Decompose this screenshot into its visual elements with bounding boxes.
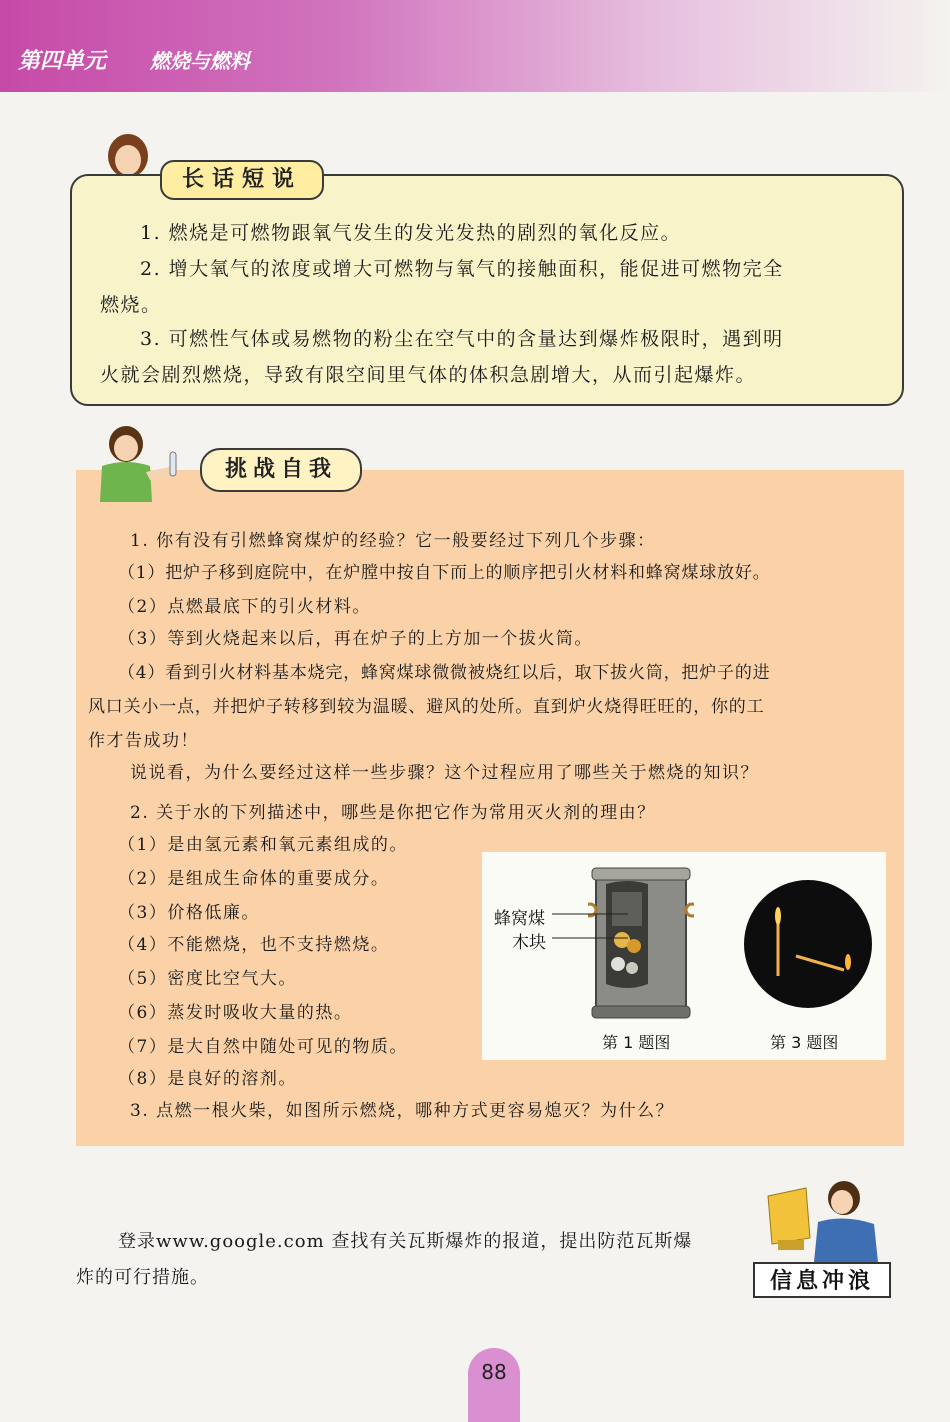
surf-line-2: 炸的可行措施。 [76, 1267, 209, 1288]
challenge-line: （3）等到火烧起来以后，再在炉子的上方加一个拔火筒。 [118, 629, 593, 649]
challenge-line: （4）看到引火材料基本烧完，蜂窝煤球微微被烧红以后，取下拔火筒，把炉子的进 [118, 663, 771, 683]
summary-item-3-cont: 火就会剧烈燃烧，导致有限空间里气体的体积急剧增大，从而引起爆炸。 [100, 364, 757, 386]
challenge-line: （2）是组成生命体的重要成分。 [118, 869, 390, 889]
callout-lines [550, 910, 630, 940]
challenge-line: （6）蒸发时吸收大量的热。 [118, 1003, 353, 1023]
challenge-line: 说说看，为什么要经过这样一些步骤？这个过程应用了哪些关于燃烧的知识？ [130, 763, 759, 783]
challenge-line: （5）密度比空气大。 [118, 969, 297, 989]
label-wood: 木块 [512, 933, 546, 953]
summary-item-2-cont: 燃烧。 [100, 294, 162, 316]
challenge-line: （7）是大自然中随处可见的物质。 [118, 1037, 408, 1057]
boy-illustration [86, 422, 182, 502]
surf-line-1: 登录www.google.com 查找有关瓦斯爆炸的报道，提出防范瓦斯爆 [118, 1231, 693, 1252]
challenge-line: （4）不能燃烧，也不支持燃烧。 [118, 935, 390, 955]
summary-item-1: 1. 燃烧是可燃物跟氧气发生的发光发热的剧烈的氧化反应。 [140, 222, 682, 244]
page-number: 88 [481, 1360, 507, 1384]
surf-badge: 信息冲浪 [753, 1262, 891, 1298]
summary-item-2: 2. 增大氧气的浓度或增大可燃物与氧气的接触面积，能促进可燃物完全 [140, 258, 784, 280]
summary-banner: 长话短说 [160, 160, 324, 200]
challenge-banner: 挑战自我 [200, 448, 362, 492]
challenge-line: 3. 点燃一根火柴，如图所示燃烧，哪种方式更容易熄灭？为什么？ [130, 1101, 675, 1121]
challenge-line: 风口关小一点，并把炉子转移到较为温暖、避风的处所。直到炉火烧得旺旺的，你的工 [88, 697, 765, 717]
unit-title: 燃烧与燃料 [150, 49, 250, 73]
challenge-line: （8）是良好的溶剂。 [118, 1069, 297, 1089]
challenge-line: （1）把炉子移到庭院中，在炉膛中按自下而上的顺序把引火材料和蜂窝煤球放好。 [118, 563, 771, 583]
challenge-line: （2）点燃最底下的引火材料。 [118, 597, 371, 617]
header-band [0, 0, 950, 92]
challenge-line: 1. 你有没有引燃蜂窝煤炉的经验？它一般要经过下列几个步骤： [130, 531, 656, 551]
unit-label: 第四单元 [18, 49, 107, 74]
figure-caption-1: 第 1 题图 [602, 1033, 671, 1052]
challenge-line: 作才告成功！ [88, 731, 199, 751]
match-illustration [744, 880, 872, 1008]
label-coal: 蜂窝煤 [494, 909, 545, 929]
challenge-line: 2. 关于水的下列描述中，哪些是你把它作为常用灭火剂的理由？ [130, 803, 656, 823]
boy-computer-illustration [762, 1178, 890, 1262]
stove-illustration [588, 864, 694, 1022]
summary-item-3: 3. 可燃性气体或易燃物的粉尘在空气中的含量达到爆炸极限时，遇到明 [140, 328, 784, 350]
figure-caption-3: 第 3 题图 [770, 1033, 839, 1052]
challenge-line: （1）是由氢元素和氧元素组成的。 [118, 835, 408, 855]
challenge-line: （3）价格低廉。 [118, 903, 260, 923]
